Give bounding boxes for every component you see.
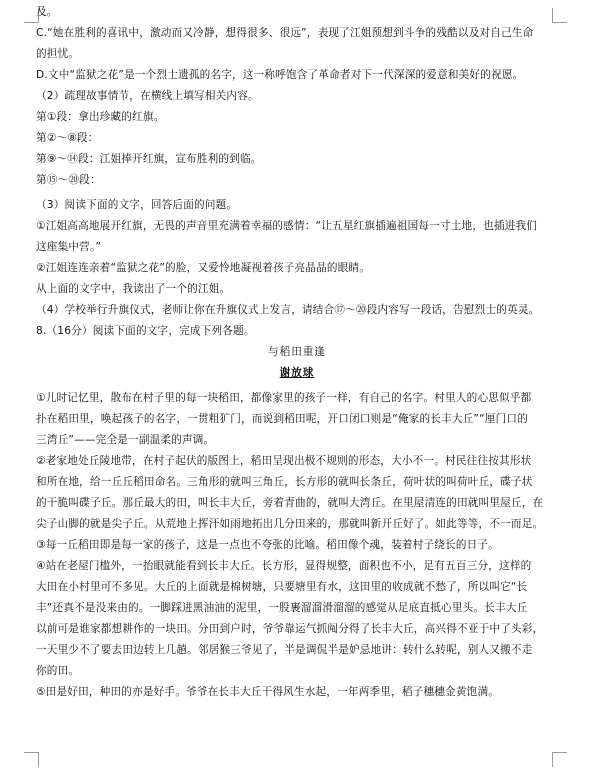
text-line: 的担忧。 — [36, 48, 80, 60]
paragraph-line: 以前可是谁家都想耕作的一块田。分田到户时，爷爷靠运气抓阄分得了长丰大丘，高兴得不亚于中了头彩， — [36, 623, 544, 635]
text-line: ①江姐高高地展开红旗，无畏的声音里充满着幸福的感情：“让五星红旗插遍祖国每一寸土地，也插进我们 — [36, 220, 538, 232]
article-author: 谢放球 — [279, 367, 315, 379]
question-prompt: （4）学校举行升旗仪式，老师让你在升旗仪式上发言，请结合⑰～⑳段内容写一段话，告慰烈士的英灵。 — [36, 304, 540, 316]
text-line: 及。 — [36, 6, 58, 18]
article-author-line — [36, 363, 558, 384]
text-line: C.“她在胜利的喜讯中，激动而又冷静，想得很多、很远”，表现了江姐预想到斗争的残酷以及对自己生命 — [36, 27, 534, 39]
paragraph-line: 大田在小村里可不多见。大丘的上面就是棉树塘，只要塘里有水，这田里的收成就不愁了，所以叫它“长 — [36, 581, 528, 593]
paragraph-line: ①儿时记忆里，散布在村子里的每一块稻田，都像家里的孩子一样，有自己的名字。村里人的心思似乎都 — [36, 392, 532, 404]
paragraph-line: ④站在老屋门槛外，一抬眼就能看到长丰大丘。长方形，显得规整，面积也不小，足有五百三分，这样的 — [36, 560, 532, 572]
text-line: 从上面的文字中，我读出了一个的江姐。 — [36, 283, 231, 295]
text-line: ②江姐连连亲着“监狱之花”的脸，又爱怜地凝视着孩子亮晶晶的眼睛。 — [36, 262, 371, 274]
paragraph-line: 一天里少不了要去田边转上几趟。邻居猴三爷见了，半是调侃半是妒忌地讲：转什么转呢，别人又搬不走 — [36, 644, 533, 656]
paragraph-line: 你的田。 — [36, 665, 80, 677]
paragraph-line: 三湾丘”——完全是一副温柔的声调。 — [36, 434, 215, 446]
section-heading: 8.（16分）阅读下面的文字，完成下列各题。 — [36, 325, 255, 337]
question-prompt: （2）疏理故事情节，在横线上填写相关内容。 — [36, 90, 259, 102]
corner-mark-bottom-left — [24, 752, 39, 767]
question-prompt: （3）阅读下面的文字，回答后面的问题。 — [36, 199, 238, 211]
paragraph-line: 丰”还真不是没来由的。一脚踩进黑油油的泥里，一股裹溜溜滑溜溜的感觉从足底直抵心里头。长丰大丘 — [36, 602, 528, 614]
text-line: D.文中“监狱之花”是一个烈士遗孤的名字，这一称呼饱含了革命者对下一代深深的爱意和美好的祝愿。 — [36, 69, 524, 81]
paragraph-line: 的干脆叫碟子丘。那丘最大的田，叫长丰大丘，旁着青曲的，就叫大湾丘。在里屋清连的田就叫里屋丘，在 — [36, 497, 544, 509]
corner-mark-bottom-right — [552, 752, 567, 767]
text-line: 这座集中营。” — [36, 241, 102, 253]
document-page — [36, 2, 558, 703]
paragraph-line: ③每一丘稻田即是每一家的孩子，这是一点也不夸张的比喻。稻田像个魂，装着村子绕长的日子。 — [36, 539, 500, 551]
paragraph-line: ②老家地处丘陵地带，在村子起伏的版图上，稻田呈现出极不规则的形态，大小不一。村民往往按其形状 — [36, 455, 532, 467]
paragraph-line: 和所在地，给一丘丘稻田命名。三角形的就叫三角丘，长方形的就叫长条丘，荷叶状的叫荷叶丘，碟子状 — [36, 476, 533, 488]
text-line: 第⑨～⑭段：江姐捧开红旗，宣布胜利的到临。 — [36, 153, 262, 165]
text-line: 第①段：拿出珍藏的红旗。 — [36, 111, 165, 123]
paragraph-line: 尖子山脚的就是尖子丘。从荒地上挥汗如雨地拓出几分田来的，那就叫新开丘好了。如此等等，不一而足。 — [36, 518, 544, 530]
text-line: 第②～⑧段： — [36, 132, 99, 144]
article-title: 与稻田重逢 — [268, 346, 326, 358]
paragraph-line: ⑤田是好田，种田的亦是好手。爷爷在长丰大丘干得风生水起，一年两季里，稻子穗穗金黄饱满。 — [36, 686, 500, 698]
text-line: 第⑮～⑳段： — [36, 174, 101, 186]
paragraph-line: 扑在稻田里，唤起孩子的名字，一贯粗犷门，而说到稻田呢，开口闭口则是“俺家的长丰大丘”“厘门口的 — [36, 413, 528, 425]
